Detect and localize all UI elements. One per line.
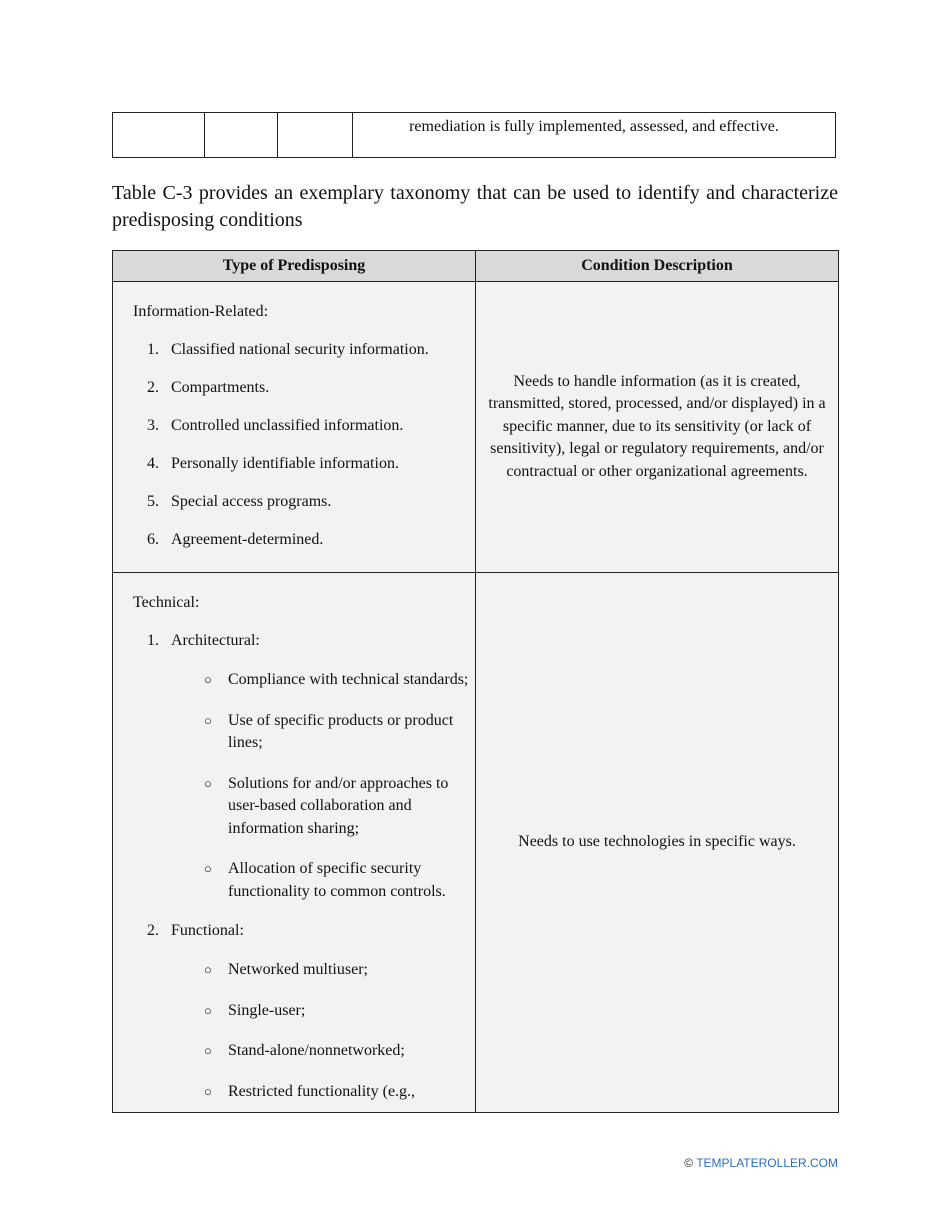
sub-list-item [113,1040,475,1063]
sub-item-label: Use of specific products or product lines; [228,711,454,751]
circle-bullet-icon: ○ [204,861,212,876]
sub-item-label: Networked multiuser; [228,961,368,978]
circle-bullet-icon: ○ [204,672,212,687]
item-label: Classified national security information. [171,341,429,358]
list-item [113,631,475,651]
item-number: 6. [147,531,159,548]
sub-list-item [113,710,475,755]
section-title: Information-Related: [133,303,269,320]
predisposing-conditions-table [112,250,839,1113]
previous-table-fragment [112,112,836,158]
information-list [113,340,475,550]
list-item [113,492,475,512]
copyright-symbol: © [684,1156,694,1170]
header-description: Condition Description [476,251,839,282]
item-label: Compartments. [171,379,270,396]
sub-item-label: Allocation of specific security functionality to common controls. [228,860,446,900]
item-number: 4. [147,455,159,472]
list-item [113,454,475,474]
item-number: 3. [147,417,159,434]
sub-item-label: Single-user; [228,1001,306,1019]
technical-list [113,631,475,1103]
remediation-cell: remediation is fully implemented, assessed, and effective. [353,113,836,158]
information-description: Needs to handle information (as it is created, transmitted, stored, processed, and/or displayed) in a specific manner, due to its sensitivity (or lack of sensitivity), legal or regulatory requirements, and/or contractual or other organizational agreements. [476,282,839,573]
list-item [113,340,475,360]
sub-item-label: Stand-alone/nonnetworked; [228,1042,405,1059]
item-label: Agreement-determined. [171,531,324,548]
section-title: Technical: [133,594,200,611]
intro-paragraph: Table C-3 provides an exemplary taxonomy that can be used to identify and characterize predisposing conditions [112,182,838,231]
list-item [113,378,475,398]
table-row-information [113,282,839,573]
sub-list-item [113,1000,475,1023]
templateroller-link[interactable]: TEMPLATEROLLER.COM [696,1156,838,1170]
circle-bullet-icon: ○ [204,962,212,977]
item-label: Controlled unclassified information. [171,417,404,434]
item-number: 2. [147,379,159,396]
item-label: Personally identifiable information. [171,455,399,472]
empty-cell [205,113,278,158]
empty-cell [113,113,205,158]
sub-list-item [113,959,475,982]
item-number: 5. [147,493,159,510]
list-item [113,530,475,550]
technical-description: Needs to use technologies in specific ways. [476,573,839,1113]
item-number: 1. [147,341,159,358]
sub-list-item [113,669,475,692]
sub-list-item [113,858,475,903]
sub-list-item [113,1081,475,1104]
sub-item-label: Solutions for and/or approaches to user-based collaboration and information sharing; [228,774,449,837]
circle-bullet-icon: ○ [204,1043,212,1058]
item-label: Architectural: [171,632,260,649]
sub-item-label: Compliance with technical standards; [228,671,469,688]
item-label: Functional: [171,922,244,939]
information-types-cell [113,282,476,573]
circle-bullet-icon: ○ [204,1083,212,1099]
technical-types-cell [113,573,476,1113]
item-number: 1. [147,632,159,649]
item-number: 2. [147,922,159,939]
table-row [113,113,836,158]
sub-item-label: Restricted functionality (e.g., [228,1082,416,1100]
sub-list-item [113,773,475,841]
item-label: Special access programs. [171,493,332,510]
list-item [113,416,475,436]
empty-cell [278,113,353,158]
list-item [113,921,475,941]
footer-watermark [684,1156,838,1170]
circle-bullet-icon: ○ [204,712,212,728]
table-header-row [113,251,839,282]
circle-bullet-icon: ○ [204,1002,212,1018]
circle-bullet-icon: ○ [204,775,212,791]
table-row-technical [113,573,839,1113]
header-type: Type of Predisposing [113,251,476,282]
